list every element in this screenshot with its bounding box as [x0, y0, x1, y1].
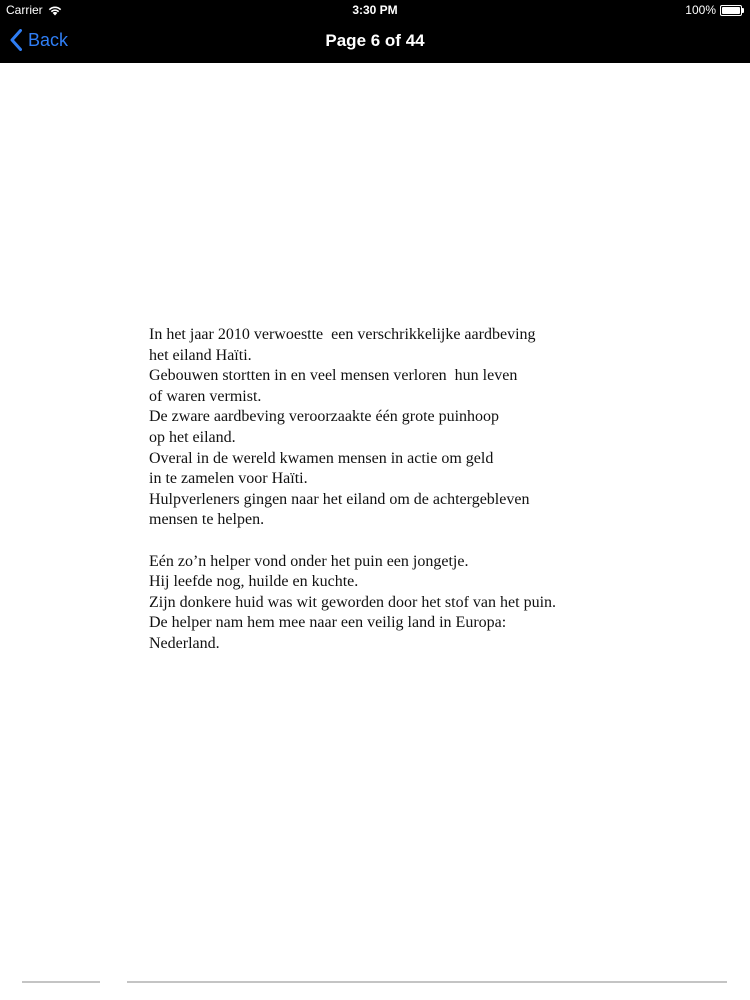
battery-percentage: 100%	[685, 3, 716, 17]
back-button-label: Back	[28, 29, 69, 50]
paragraph-spacer	[149, 531, 629, 552]
text-line: mensen te helpen.	[149, 511, 265, 529]
page-title: Page 6 of 44	[325, 31, 425, 50]
status-clock: 3:30 PM	[352, 3, 398, 17]
page-scrubber-progress[interactable]	[22, 981, 100, 983]
text-line: in te zamelen voor Haïti.	[149, 470, 308, 488]
text-line: Nederland.	[149, 634, 220, 652]
text-line: Zijn donkere huid was wit geworden door het stof van het puin.	[149, 593, 557, 611]
text-line: Eén zo’n helper vond onder het puin een jongetje.	[149, 552, 469, 570]
carrier-label: Carrier	[6, 3, 43, 17]
text-line: Hulpverleners gingen naar het eiland om de achtergebleven	[149, 490, 530, 508]
battery-icon	[720, 5, 744, 16]
page-scrubber-track[interactable]	[127, 981, 727, 983]
text-line: In het jaar 2010 verwoestte een verschrikkelijke aardbeving	[149, 326, 536, 343]
text-line: op het eiland.	[149, 428, 236, 446]
text-line: Hij leefde nog, huilde en kuchte.	[149, 573, 359, 591]
text-line: Gebouwen stortten in en veel mensen verloren hun leven	[149, 367, 518, 385]
text-line: het eiland Haïti.	[149, 346, 252, 364]
navigation-bar	[0, 20, 750, 63]
text-line: Overal in de wereld kwamen mensen in actie om geld	[149, 449, 494, 467]
battery-indicator	[685, 3, 744, 17]
page-text	[149, 325, 629, 655]
status-bar	[0, 0, 750, 20]
text-line: De helper nam hem mee naar een veilig land in Europa:	[149, 614, 507, 632]
text-line: of waren vermist.	[149, 387, 262, 405]
text-line: De zware aardbeving veroorzaakte één grote puinhoop	[149, 408, 500, 426]
